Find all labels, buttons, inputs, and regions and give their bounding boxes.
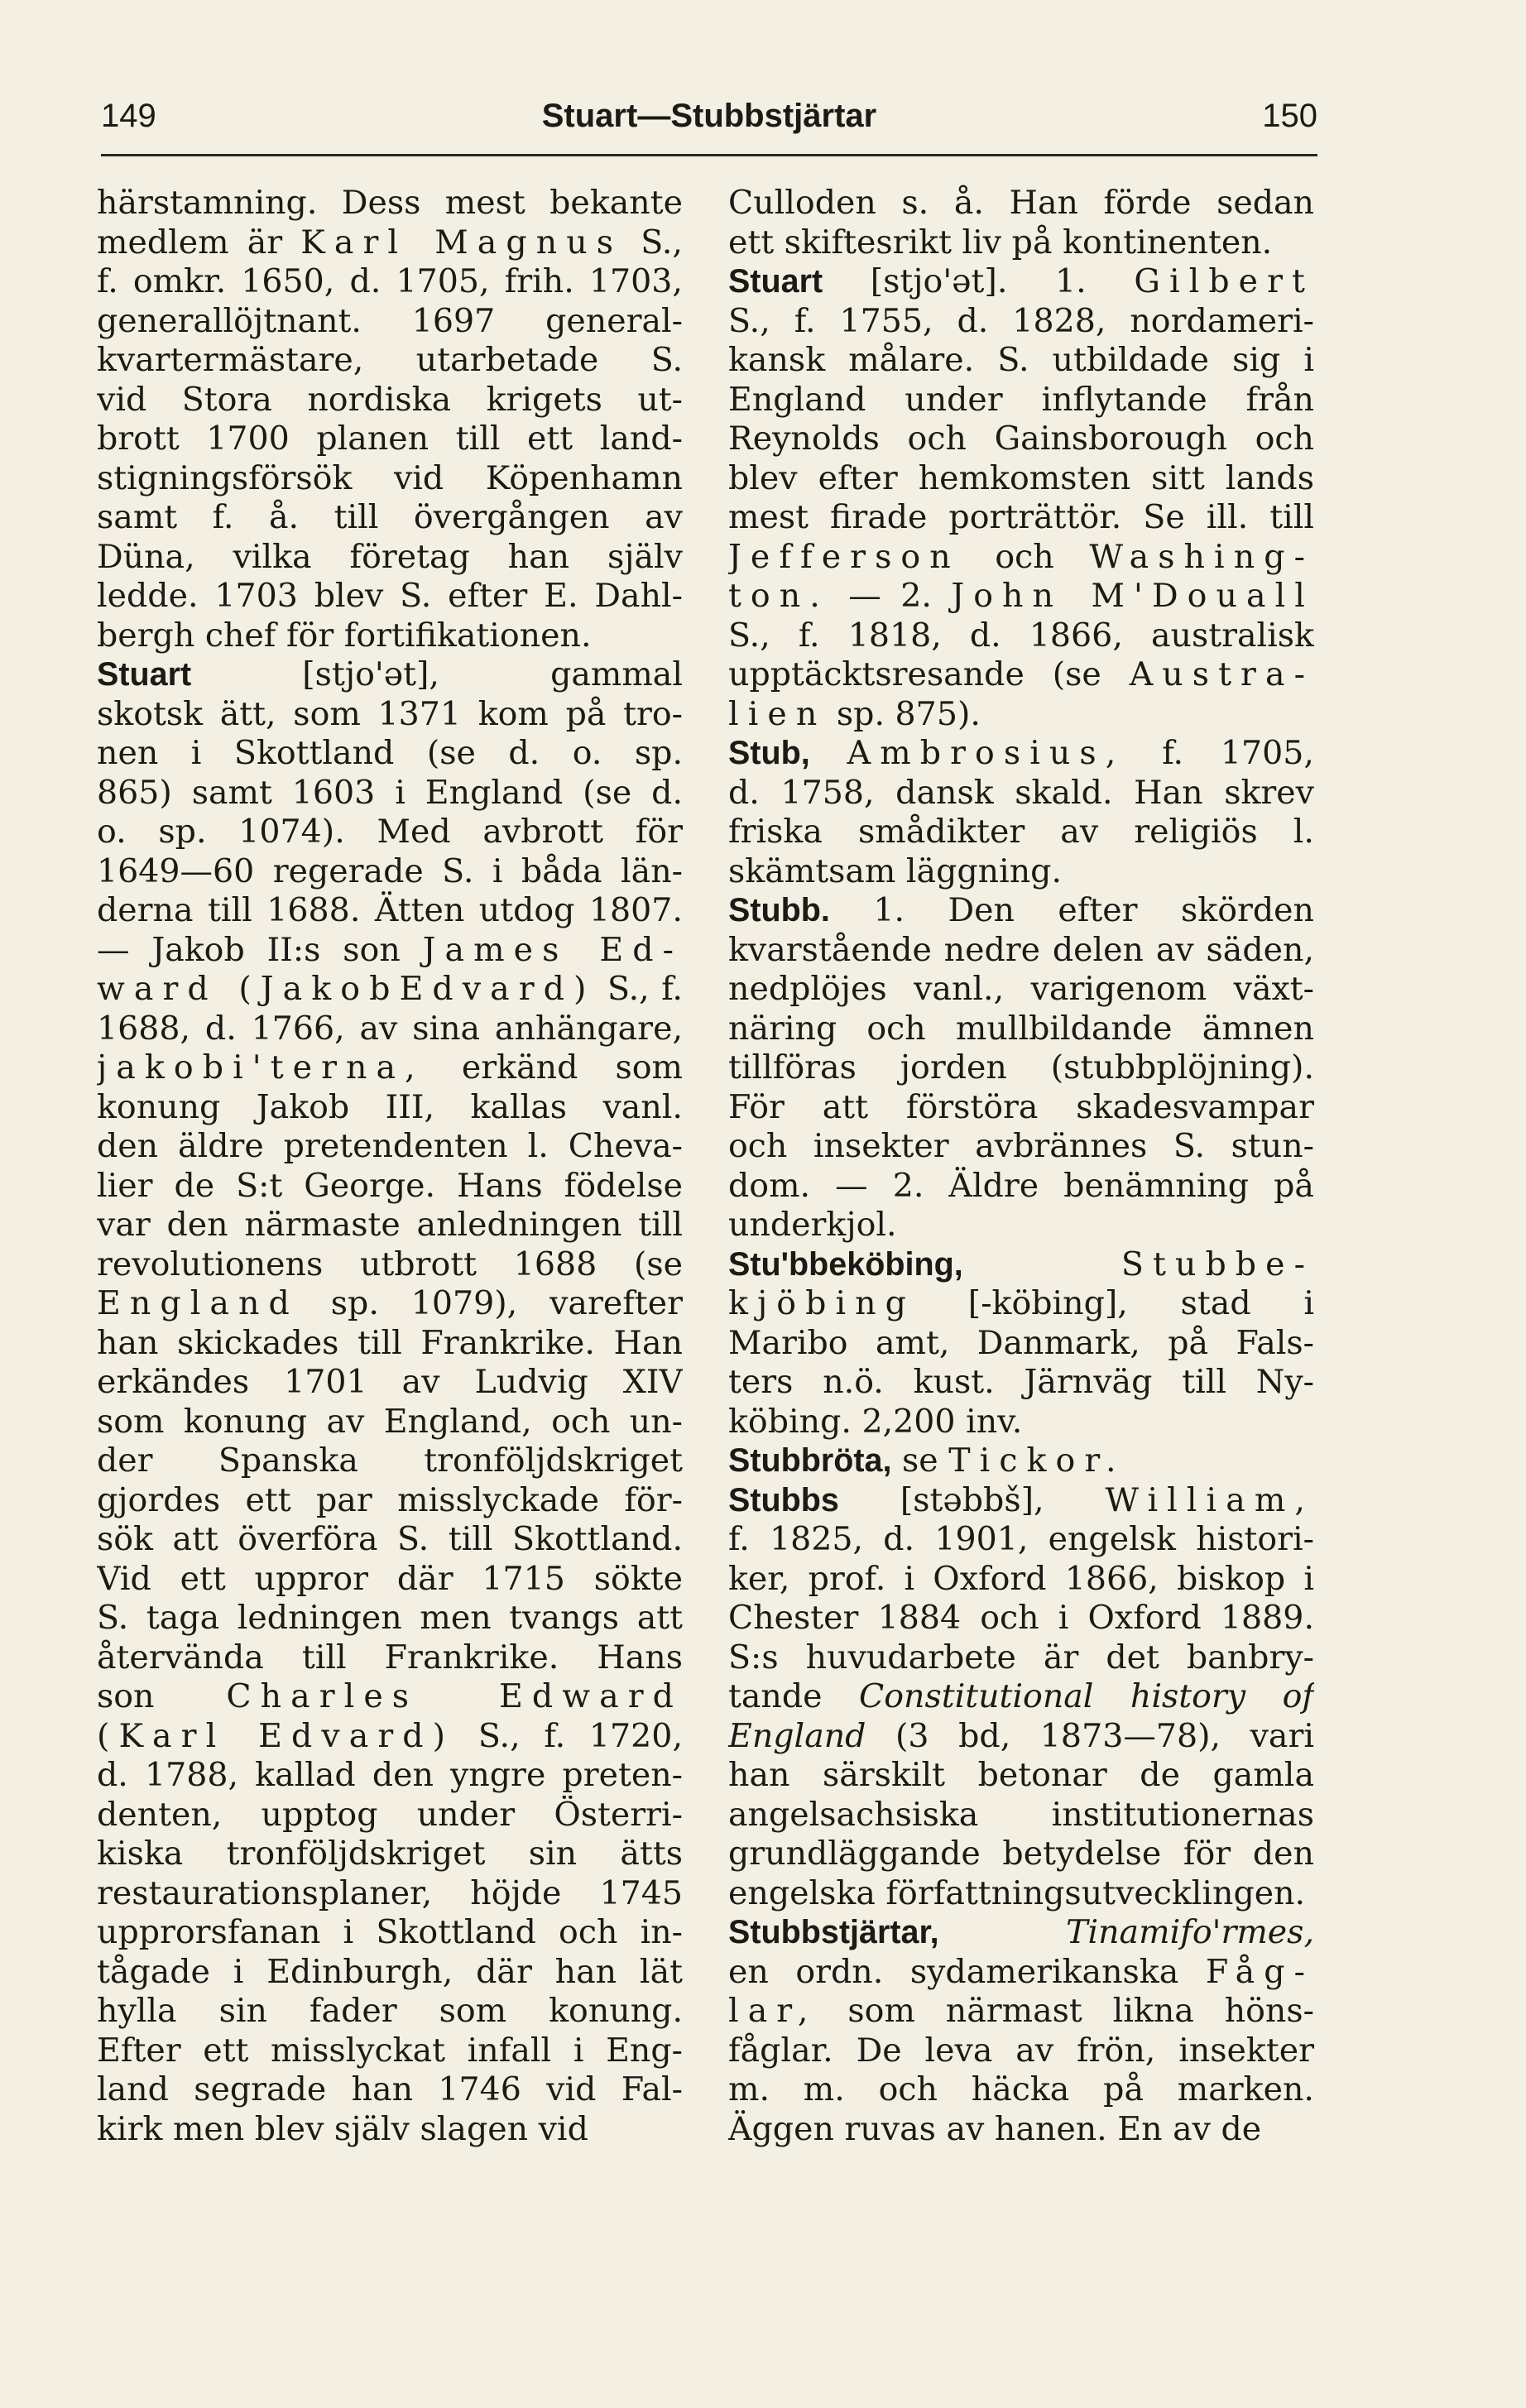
- text-segment: der Spanska tronföljdskriget: [97, 1441, 683, 1480]
- text-segment: ett skiftesrikt liv på kontinenten.: [728, 223, 1273, 261]
- text-segment: var den närmaste anledningen till: [97, 1206, 683, 1244]
- text-segment: [stjo'ət], gammal: [191, 655, 683, 693]
- text-segment: [810, 734, 847, 772]
- text-line: [728, 1638, 1314, 1678]
- text-segment: Charles Edward: [226, 1677, 683, 1715]
- text-segment: kjöbing: [728, 1284, 916, 1322]
- text-segment: Constitutional history of: [859, 1677, 1314, 1715]
- text-segment: [stjo'ət]. 1.: [823, 262, 1135, 300]
- text-segment: blev efter hemkomsten sitt lands: [728, 458, 1314, 497]
- text-line: [728, 1010, 1314, 1049]
- text-line: [728, 1048, 1314, 1088]
- text-segment: 865) samt 1603 i England (se d.: [97, 773, 683, 812]
- text-segment: han särskilt betonar de gamla: [728, 1756, 1314, 1794]
- text-segment: — Jakob II:s son: [97, 930, 423, 969]
- text-line: [97, 734, 683, 774]
- text-segment: Chester 1884 och i Oxford 1889.: [728, 1599, 1314, 1637]
- text-line: [728, 262, 1314, 302]
- text-segment: Äggen ruvas av hanen. En av de: [728, 2109, 1262, 2148]
- text-line: [97, 1206, 683, 1245]
- text-segment: han skickades till Frankrike. Han: [97, 1323, 683, 1362]
- text-segment: lien: [728, 694, 827, 733]
- text-segment: f. 1825, d. 1901, engelsk histori-: [728, 1520, 1314, 1558]
- text-segment: Stubbe-: [1121, 1245, 1314, 1283]
- text-segment: tande: [728, 1677, 859, 1715]
- text-line: [728, 1835, 1314, 1874]
- text-segment: sp. 1079), varefter: [298, 1284, 683, 1322]
- text-line: [728, 891, 1314, 931]
- text-line: [728, 1874, 1314, 1914]
- text-segment: John M'Douall: [951, 577, 1314, 615]
- text-segment: erkänd som: [424, 1048, 683, 1086]
- text-line: [97, 1441, 683, 1481]
- text-line: [728, 813, 1314, 852]
- text-segment: James Ed-: [422, 930, 683, 969]
- text-line: [728, 774, 1314, 813]
- text-line: [728, 1245, 1314, 1285]
- text-line: [97, 1560, 683, 1600]
- text-segment: upprorsfanan i Skottland och in-: [97, 1913, 683, 1951]
- text-segment: [stəbbš],: [838, 1480, 1106, 1519]
- text-segment: S.,: [622, 223, 683, 261]
- text-line: [728, 420, 1314, 459]
- text-segment: kiska tronföljdskriget sin ätts: [97, 1835, 683, 1873]
- entry-headword: Stubbs: [728, 1481, 839, 1518]
- text-line: [728, 1324, 1314, 1364]
- text-segment: ledde. 1703 blev S. efter E. Dahl-: [97, 577, 683, 615]
- text-line: [728, 1599, 1314, 1638]
- text-line: [728, 459, 1314, 499]
- text-line: [728, 616, 1314, 656]
- text-segment: 1649—60 regerade S. i båda län-: [97, 851, 683, 890]
- text-line: [97, 1599, 683, 1638]
- text-segment: restaurationsplaner, höjde 1745: [97, 1873, 683, 1912]
- text-segment: Vid ett uppror där 1715 sökte: [97, 1559, 683, 1598]
- right-column: [728, 184, 1314, 2149]
- text-line: [97, 538, 683, 578]
- text-segment: Düna, vilka företag han själv: [97, 537, 683, 576]
- text-segment: land segrade han 1746 vid Fal-: [97, 2070, 683, 2108]
- text-segment: Reynolds och Gainsborough och: [728, 420, 1314, 458]
- text-segment: Karl Magnus: [300, 223, 623, 261]
- text-line: [97, 813, 683, 852]
- text-line: [97, 2070, 683, 2110]
- text-segment: den äldre pretendenten l. Cheva-: [97, 1127, 683, 1165]
- entry-headword: Stuart: [728, 263, 823, 300]
- text-segment: lar,: [728, 1992, 818, 2030]
- text-segment: hylla sin fader som konung.: [97, 1992, 683, 2030]
- text-segment: medlem är: [97, 223, 301, 261]
- text-segment: Austra-: [1129, 655, 1314, 693]
- text-line: [728, 1677, 1314, 1717]
- text-segment: 1. Den efter skörden: [829, 891, 1314, 929]
- text-segment: vid Stora nordiska krigets ut-: [97, 380, 683, 419]
- text-line: [97, 970, 683, 1010]
- entry-headword: Stub,: [728, 735, 810, 771]
- text-segment: denten, upptog under Österri-: [97, 1795, 683, 1834]
- text-line: [97, 1992, 683, 2031]
- text-line: [97, 616, 683, 656]
- text-segment: underkjol.: [728, 1206, 897, 1244]
- text-segment: samt f. å. till övergången av: [97, 498, 683, 536]
- text-line: [97, 852, 683, 892]
- text-segment: sp. 875).: [826, 694, 981, 733]
- text-line: [97, 1245, 683, 1285]
- text-line: [97, 262, 683, 302]
- page-number-right: 150: [1262, 98, 1317, 134]
- text-line: [728, 1756, 1314, 1796]
- text-segment: som konung av England, och un-: [97, 1402, 683, 1441]
- text-segment: se: [891, 1441, 949, 1480]
- text-segment: f. 1705,: [1125, 734, 1314, 772]
- text-line: [97, 1953, 683, 1993]
- text-segment: skotsk ätt, som 1371 kom på tro-: [97, 694, 683, 733]
- text-line: [97, 1796, 683, 1835]
- text-line: [728, 1403, 1314, 1442]
- text-segment: S. taga ledningen men tvangs att: [97, 1599, 683, 1637]
- text-segment: [939, 1913, 1067, 1951]
- text-line: [97, 1284, 683, 1324]
- text-segment: och: [959, 537, 1090, 576]
- text-segment: Fåg-: [1205, 1952, 1314, 1991]
- text-segment: Culloden s. å. Han förde sedan: [728, 184, 1314, 222]
- text-line: [97, 341, 683, 381]
- text-segment: S., f. 1818, d. 1866, australisk: [728, 616, 1314, 655]
- text-line: [97, 1127, 683, 1167]
- text-line: [728, 1520, 1314, 1560]
- text-segment: stigningsförsök vid Köpenhamn: [97, 458, 683, 497]
- text-segment: o. sp. 1074). Med avbrott för: [97, 813, 683, 851]
- text-line: [97, 1481, 683, 1521]
- text-line: [97, 223, 683, 263]
- text-line: [97, 1167, 683, 1206]
- text-segment: nedplöjes vanl., varigenom växt-: [728, 970, 1314, 1008]
- text-line: [97, 1088, 683, 1128]
- text-line: [728, 577, 1314, 616]
- entry-headword: Stu'bbeköbing,: [728, 1245, 963, 1283]
- text-segment: friska smådikter av religiös l.: [728, 813, 1314, 851]
- text-segment: engelska författningsutvecklingen.: [728, 1873, 1306, 1912]
- running-title: Stuart—Stubbstjärtar: [541, 98, 877, 134]
- entry-headword: Stubb.: [728, 892, 830, 928]
- text-line: [97, 184, 683, 223]
- text-segment: grundläggande betydelse för den: [728, 1835, 1314, 1873]
- text-segment: ton.: [728, 577, 829, 615]
- text-segment: revolutionens utbrott 1688 (se: [97, 1245, 683, 1283]
- text-segment: Maribo amt, Danmark, på Fals-: [728, 1323, 1314, 1362]
- text-line: [728, 1481, 1314, 1521]
- text-segment: (3 bd, 1873—78), vari: [866, 1716, 1314, 1755]
- text-line: [97, 1638, 683, 1678]
- text-line: [97, 1717, 683, 1757]
- text-line: [97, 1324, 683, 1364]
- text-line: [728, 931, 1314, 971]
- text-segment: S., f.: [595, 970, 683, 1008]
- text-segment: ters n.ö. kust. Järnväg till Ny-: [728, 1363, 1314, 1401]
- text-segment: Efter ett misslyckat infall i Eng-: [97, 2031, 683, 2070]
- text-segment: m. m. och häcka på marken.: [728, 2070, 1314, 2108]
- text-segment: erkändes 1701 av Ludvig XIV: [97, 1363, 683, 1401]
- text-line: [728, 2070, 1314, 2110]
- text-segment: S., f. 1720,: [454, 1716, 683, 1755]
- text-line: [728, 538, 1314, 578]
- entry-headword: Stuart: [97, 656, 192, 693]
- text-segment: ker, prof. i Oxford 1866, biskop i: [728, 1559, 1314, 1598]
- text-line: [97, 1835, 683, 1874]
- text-segment: upptäcktsresande (se: [728, 655, 1130, 693]
- text-line: [97, 1677, 683, 1717]
- text-line: [97, 420, 683, 459]
- text-line: [728, 2031, 1314, 2071]
- text-line: [97, 2110, 683, 2150]
- text-line: [728, 1167, 1314, 1206]
- text-segment: mest firade porträttör. Se ill. till: [728, 498, 1314, 536]
- text-segment: S., f. 1755, d. 1828, nordameri-: [728, 301, 1314, 340]
- text-segment: S:s huvudarbete är det banbry-: [728, 1638, 1314, 1676]
- text-segment: f. omkr. 1650, d. 1705, frih. 1703,: [97, 262, 683, 300]
- text-segment: Gilbert: [1134, 262, 1314, 300]
- text-line: [728, 2110, 1314, 2150]
- text-line: [728, 852, 1314, 892]
- text-segment: [-köbing], stad i: [915, 1284, 1314, 1322]
- text-segment: och insekter avbrännes S. stun-: [728, 1127, 1314, 1165]
- text-segment: jakobi'terna,: [97, 1048, 425, 1086]
- text-line: [728, 655, 1314, 695]
- page-number-left: 149: [101, 98, 156, 134]
- text-line: [728, 1717, 1314, 1757]
- running-header: [101, 89, 1317, 144]
- text-line: [97, 577, 683, 616]
- text-segment: För att förstöra skadesvampar: [728, 1087, 1314, 1126]
- text-segment: generallöjtnant. 1697 general-: [97, 301, 683, 340]
- text-segment: nen i Skottland (se d. o. sp.: [97, 734, 683, 772]
- text-segment: [963, 1245, 1121, 1283]
- text-line: [728, 1206, 1314, 1245]
- text-line: [97, 1048, 683, 1088]
- text-line: [97, 655, 683, 695]
- text-segment: kvarstående nedre delen av säden,: [728, 930, 1314, 969]
- text-segment: dom. — 2. Äldre benämning på: [728, 1166, 1314, 1205]
- text-line: [728, 381, 1314, 420]
- text-segment: d. 1758, dansk skald. Han skrev: [728, 773, 1314, 812]
- text-segment: — 2.: [828, 577, 952, 615]
- text-line: [728, 1913, 1314, 1953]
- text-line: [97, 695, 683, 735]
- text-segment: konung Jakob III, kallas vanl.: [97, 1087, 683, 1126]
- text-segment: ward (JakobEdvard): [97, 970, 596, 1008]
- text-line: [728, 1992, 1314, 2031]
- text-segment: fåglar. De leva av frön, insekter: [728, 2031, 1314, 2070]
- text-segment: näring och mullbildande ämnen: [728, 1009, 1314, 1048]
- text-segment: (Karl Edvard): [97, 1716, 455, 1755]
- left-column: [97, 184, 683, 2149]
- text-segment: Ambrosius,: [847, 734, 1125, 772]
- text-segment: härstamning. Dess mest bekante: [97, 184, 683, 222]
- text-line: [97, 1520, 683, 1560]
- text-segment: William,: [1105, 1480, 1314, 1519]
- text-line: [728, 1953, 1314, 1993]
- text-line: [728, 1560, 1314, 1600]
- text-segment: lier de S:t George. Hans födelse: [97, 1166, 683, 1205]
- text-line: [97, 891, 683, 931]
- text-segment: derna till 1688. Ätten utdog 1807.: [97, 891, 683, 929]
- text-line: [728, 184, 1314, 223]
- text-line: [728, 695, 1314, 735]
- entry-headword: Stubbstjärtar,: [728, 1914, 939, 1950]
- text-line: [97, 1874, 683, 1914]
- text-segment: som närmast likna höns-: [817, 1992, 1314, 2030]
- text-line: [97, 1403, 683, 1442]
- text-line: [728, 223, 1314, 263]
- text-line: [728, 1127, 1314, 1167]
- text-segment: kvartermästare, utarbetade S.: [97, 341, 683, 379]
- text-segment: Washing-: [1089, 537, 1314, 576]
- text-line: [97, 381, 683, 420]
- text-line: [728, 1284, 1314, 1324]
- text-segment: d. 1788, kallad den yngre preten-: [97, 1756, 683, 1794]
- text-segment: angelsachsiska institutionernas: [728, 1795, 1314, 1834]
- text-line: [728, 734, 1314, 774]
- text-line: [97, 931, 683, 971]
- text-line: [728, 341, 1314, 381]
- text-segment: brott 1700 planen till ett land-: [97, 420, 683, 458]
- text-segment: gjordes ett par misslyckade för-: [97, 1480, 683, 1519]
- text-line: [728, 970, 1314, 1010]
- text-segment: tågade i Edinburgh, där han lät: [97, 1952, 683, 1991]
- entry-headword: Stubbröta,: [728, 1442, 892, 1479]
- text-segment: England: [97, 1284, 299, 1322]
- text-line: [728, 498, 1314, 538]
- header-rule: [101, 154, 1317, 156]
- text-segment: en ordn. sydamerikanska: [728, 1952, 1206, 1991]
- text-line: [97, 2031, 683, 2071]
- text-segment: England under inflytande från: [728, 380, 1314, 419]
- text-segment: England: [728, 1716, 866, 1755]
- text-segment: tillföras jorden (stubbplöjning).: [728, 1048, 1314, 1086]
- text-segment: Jefferson: [728, 537, 960, 576]
- text-line: [728, 302, 1314, 342]
- text-line: [97, 1010, 683, 1049]
- text-segment: Tinamifo'rmes,: [1066, 1913, 1314, 1951]
- text-line: [728, 1088, 1314, 1128]
- text-line: [728, 1441, 1314, 1481]
- text-line: [97, 459, 683, 499]
- text-segment: återvända till Frankrike. Hans: [97, 1638, 683, 1676]
- text-line: [728, 1363, 1314, 1403]
- text-segment: kansk målare. S. utbildade sig i: [728, 341, 1314, 379]
- text-segment: köbing. 2,200 inv.: [728, 1402, 1023, 1441]
- text-segment: Tickor.: [948, 1441, 1125, 1480]
- text-line: [97, 302, 683, 342]
- text-segment: bergh chef för fortifikationen.: [97, 616, 592, 655]
- text-segment: skämtsam läggning.: [728, 851, 1063, 890]
- text-segment: sök att överföra S. till Skottland.: [97, 1520, 683, 1558]
- text-line: [97, 1756, 683, 1796]
- text-segment: son: [97, 1677, 227, 1715]
- text-line: [97, 774, 683, 813]
- text-segment: kirk men blev själv slagen vid: [97, 2109, 588, 2148]
- text-line: [97, 1913, 683, 1953]
- text-line: [728, 1796, 1314, 1835]
- text-line: [97, 498, 683, 538]
- text-line: [97, 1363, 683, 1403]
- text-segment: 1688, d. 1766, av sina anhängare,: [97, 1009, 683, 1048]
